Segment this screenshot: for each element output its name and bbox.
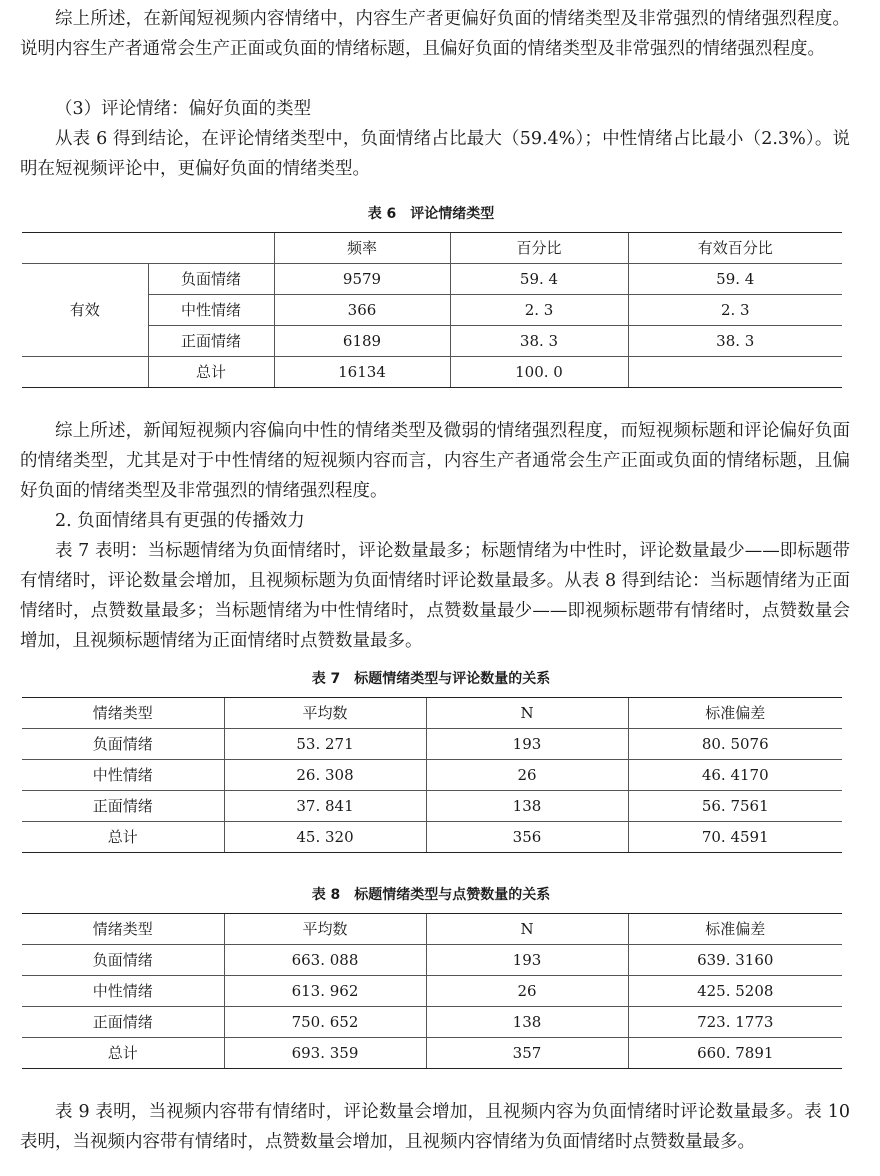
table-header-cell-empty [22, 233, 274, 264]
table-row [22, 760, 842, 791]
paragraph-summary-content: 综上所述，在新闻短视频内容情绪中，内容生产者更偏好负面的情绪类型及非常强烈的情绪强烈程度。说明内容生产者通常会生产正面或负面的情绪标题，且偏好负面的情绪类型及非常强烈的情绪强烈程度。 [20, 9, 850, 59]
table-row [22, 945, 842, 976]
table-cell: 138 [426, 1007, 628, 1038]
table-row-label: 总计 [148, 357, 274, 388]
table-row-label: 正面情绪 [22, 791, 224, 822]
table-cell: 100. 0 [450, 357, 628, 388]
table-cell: 366 [274, 295, 450, 326]
table-cell: 26 [426, 976, 628, 1007]
table-row-label: 负面情绪 [22, 945, 224, 976]
table-row [22, 264, 842, 295]
table-cell: 46. 4170 [628, 760, 842, 791]
table-cell: 2. 3 [450, 295, 628, 326]
table-row-label: 总计 [22, 1038, 224, 1069]
table-header-row [22, 698, 842, 729]
table-row [22, 729, 842, 760]
table-cell: 6189 [274, 326, 450, 357]
table-cell: 356 [426, 822, 628, 853]
table-cell: 26 [426, 760, 628, 791]
table-row-total [22, 1038, 842, 1069]
table8 [22, 913, 842, 1069]
paragraph-table9-10-conclusion: 表 9 表明，当视频内容带有情绪时，评论数量会增加，且视频内容为负面情绪时评论数量最多。表 10 表明，当视频内容带有情绪时，点赞数量会增加，且视频内容情绪为负面情绪时点赞数量最多。 [20, 1102, 850, 1152]
section-heading-comment-emotion: （3）评论情绪：偏好负面的类型 [55, 99, 312, 119]
table6 [22, 232, 842, 388]
section-heading-negative-effect: 2. 负面情绪具有更强的传播效力 [55, 511, 305, 531]
table6-caption: 表 6 评论情绪类型 [367, 206, 495, 222]
table-cell: 38. 3 [628, 326, 842, 357]
paragraph-table7-8-conclusion: 表 7 表明：当标题情绪为负面情绪时，评论数量最多；标题情绪为中性时，评论数量最少——即标题带有情绪时，评论数量会增加，且视频标题为负面情绪时评论数量最多。从表 8 得到结论：当标题情绪为正面情绪时，点赞数量最多；当标题情绪为中性情绪时，点赞数量最少——即视频标题带有情绪时，点赞数量会增加，且视频标题情绪为正面情绪时点赞数量最多。 [20, 541, 850, 651]
table-header-row [22, 914, 842, 945]
paragraph-table6-conclusion: 从表 6 得到结论，在评论情绪类型中，负面情绪占比最大（59.4%）；中性情绪占比最小（2.3%）。说明在短视频评论中，更偏好负面的情绪类型。 [20, 129, 850, 179]
table7-caption: 表 7 标题情绪类型与评论数量的关系 [311, 671, 551, 687]
table-row-label: 正面情绪 [148, 326, 274, 357]
table-cell: 9579 [274, 264, 450, 295]
table-header-cell: 情绪类型 [22, 914, 224, 945]
paragraph-summary-overall: 综上所述，新闻短视频内容偏向中性的情绪类型及微弱的情绪强烈程度，而短视频标题和评论偏好负面的情绪类型，尤其是对于中性情绪的短视频内容而言，内容生产者通常会生产正面或负面的情绪标题，且偏好负面的情绪类型及非常强烈的情绪强烈程度。 [20, 421, 850, 501]
table-header-row [22, 233, 842, 264]
table-row [22, 1007, 842, 1038]
table-cell-empty [22, 357, 148, 388]
table-row-total [22, 357, 842, 388]
table-cell: 80. 5076 [628, 729, 842, 760]
table-cell: 38. 3 [450, 326, 628, 357]
table-header-cell: 标准偏差 [628, 914, 842, 945]
table-cell: 193 [426, 729, 628, 760]
table-cell: 2. 3 [628, 295, 842, 326]
table-cell: 56. 7561 [628, 791, 842, 822]
table-header-cell: 百分比 [450, 233, 628, 264]
table-header-cell: 情绪类型 [22, 698, 224, 729]
table-cell: 53. 271 [224, 729, 426, 760]
table-cell: 693. 359 [224, 1038, 426, 1069]
table-header-cell: 平均数 [224, 914, 426, 945]
table-cell: 723. 1773 [628, 1007, 842, 1038]
table-header-cell: 有效百分比 [628, 233, 842, 264]
table-row-total [22, 822, 842, 853]
table-cell: 639. 3160 [628, 945, 842, 976]
table-row-label: 中性情绪 [22, 760, 224, 791]
table-cell: 59. 4 [628, 264, 842, 295]
table-cell: 663. 088 [224, 945, 426, 976]
table-row-label: 中性情绪 [22, 976, 224, 1007]
table8-caption: 表 8 标题情绪类型与点赞数量的关系 [311, 887, 551, 903]
table-row-label: 中性情绪 [148, 295, 274, 326]
table-cell: 16134 [274, 357, 450, 388]
table-cell: 357 [426, 1038, 628, 1069]
table-row-label: 负面情绪 [22, 729, 224, 760]
table-header-cell: N [426, 914, 628, 945]
table-header-cell: N [426, 698, 628, 729]
table-row-label: 总计 [22, 822, 224, 853]
table-cell: 138 [426, 791, 628, 822]
table-row [22, 976, 842, 1007]
table-cell: 660. 7891 [628, 1038, 842, 1069]
table7 [22, 697, 842, 853]
table-row-label: 正面情绪 [22, 1007, 224, 1038]
table-cell: 193 [426, 945, 628, 976]
table-cell: 59. 4 [450, 264, 628, 295]
table-cell: 70. 4591 [628, 822, 842, 853]
table-cell: 613. 962 [224, 976, 426, 1007]
table-cell [628, 357, 842, 388]
table-cell: 45. 320 [224, 822, 426, 853]
table-cell: 425. 5208 [628, 976, 842, 1007]
table-group-label: 有效 [22, 264, 148, 357]
table-cell: 37. 841 [224, 791, 426, 822]
table-row [22, 791, 842, 822]
table-row-label: 负面情绪 [148, 264, 274, 295]
table-header-cell: 标准偏差 [628, 698, 842, 729]
table-cell: 750. 652 [224, 1007, 426, 1038]
table-header-cell: 平均数 [224, 698, 426, 729]
table-header-cell: 频率 [274, 233, 450, 264]
table-cell: 26. 308 [224, 760, 426, 791]
